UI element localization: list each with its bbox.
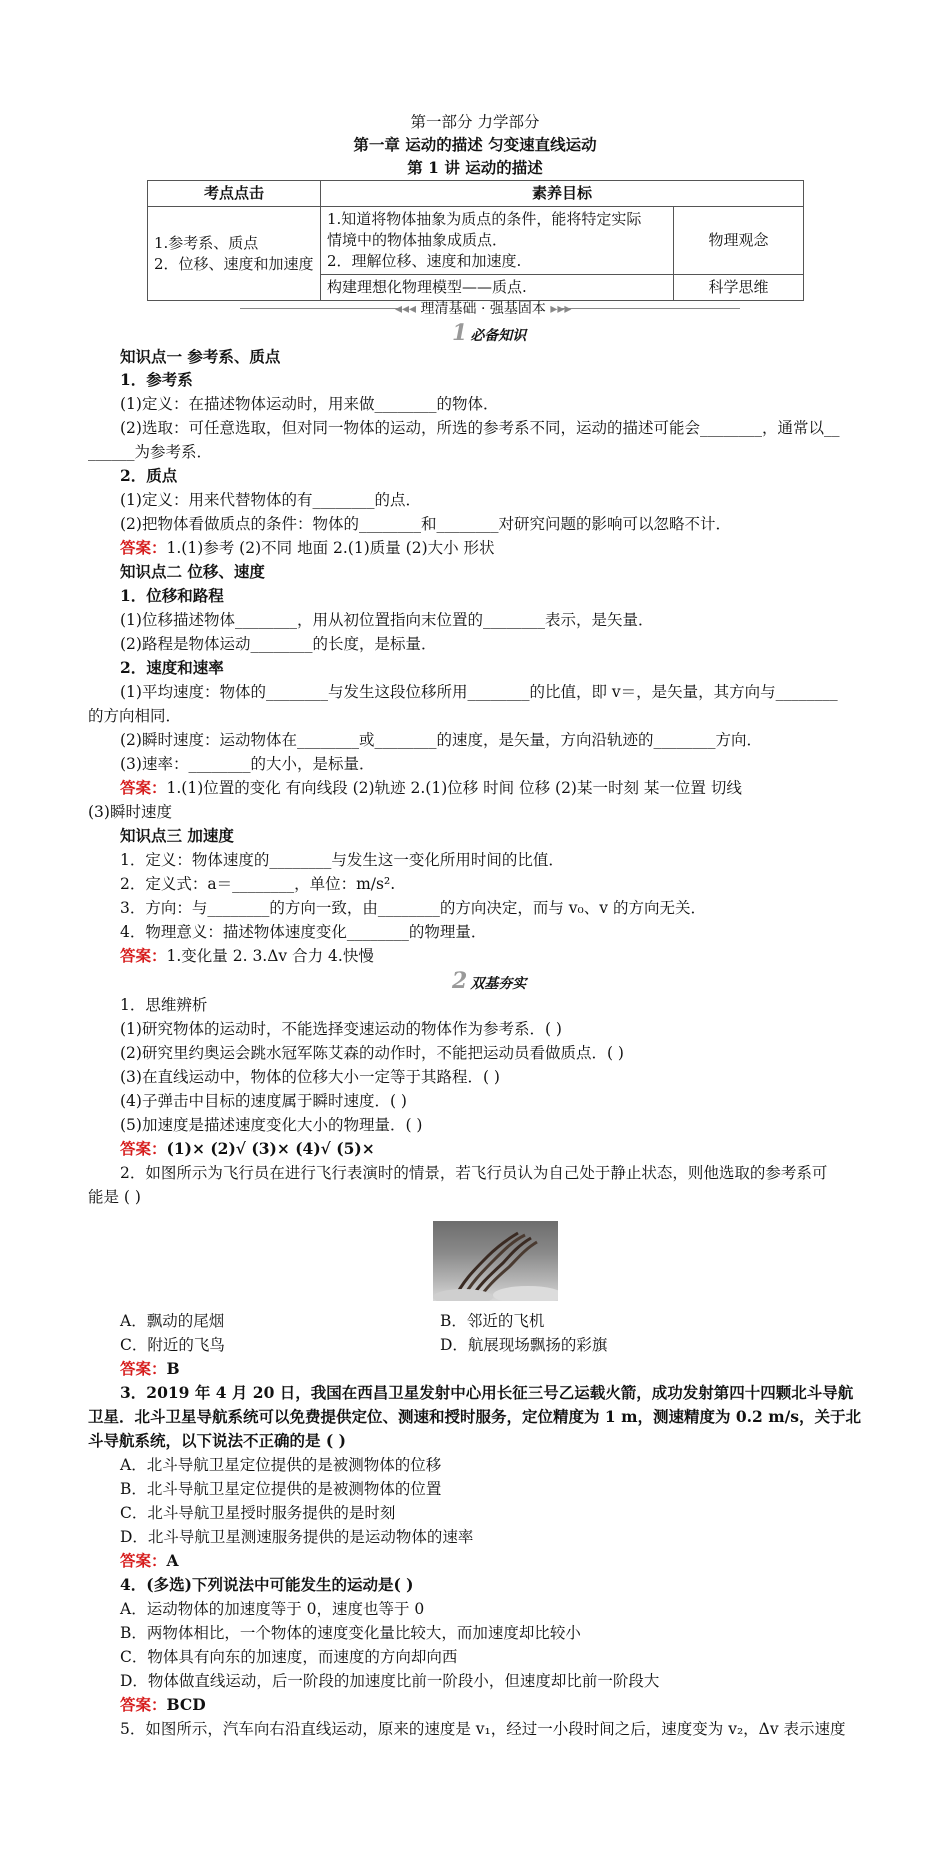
airshow-photo <box>433 1221 558 1301</box>
lecture-title: 第 1 讲 运动的描述 <box>407 158 543 177</box>
q1-title: 1．思维辨析 <box>120 996 208 1014</box>
kp3-title: 知识点三 加速度 <box>120 826 234 845</box>
kp1-answer <box>120 537 868 559</box>
q4-option: A．运动物体的加速度等于 0，速度也等于 0 <box>120 1600 425 1618</box>
divider-line-left <box>240 308 400 309</box>
goals-table <box>147 180 804 301</box>
q4-answer <box>120 1694 868 1716</box>
kp2-line: 的方向相同． <box>88 707 182 725</box>
section-badge-2 <box>452 968 526 994</box>
q5-stem: 5．如图所示，汽车向右沿直线运动，原来的速度是 v₁，经过一小段时间之后，速度变为 v₂，Δv 表示速度 <box>120 1720 846 1738</box>
answer-label: 答案： <box>120 1359 167 1378</box>
q3-option: B．北斗导航卫星定位提供的是被测物体的位置 <box>120 1480 442 1498</box>
airshow-smoke-image <box>433 1221 558 1301</box>
answer-text: (1)× (2)√ (3)× (4)√ (5)× <box>166 1139 375 1158</box>
answer-text: A <box>166 1551 179 1570</box>
section-number: 1 <box>452 320 468 346</box>
goal-row1-text <box>321 207 674 275</box>
kp3-answer <box>120 945 868 967</box>
part-title: 第一部分 力学部分 <box>410 113 540 131</box>
kp2-line: (2)瞬时速度：运动物体在________或________的速度，是矢量，方向沿轨迹的________方向． <box>120 731 762 749</box>
kp2-answer <box>120 777 868 799</box>
col-header-points: 考点点击 <box>148 181 321 207</box>
kp2-line: (1)平均速度：物体的________与发生这段位移所用________的比值，即 v＝，是矢量，其方向与________ <box>120 683 838 701</box>
q1-answer <box>120 1138 868 1160</box>
q4-option: B．两物体相比，一个物体的速度变化量比较大，而加速度却比较小 <box>120 1624 581 1642</box>
q1-item: (5)加速度是描述速度变化大小的物理量．( ) <box>120 1116 423 1134</box>
q1-item: (1)研究物体的运动时，不能选择变速运动的物体作为参考系．( ) <box>120 1020 562 1038</box>
kp1-title: 知识点一 参考系、质点 <box>120 347 281 366</box>
goal-line: 1.知道将物体抽象为质点的条件，能将特定实际 <box>327 210 642 228</box>
divider-line-right <box>560 308 740 309</box>
answer-label: 答案： <box>120 1139 167 1158</box>
answer-text: 1.变化量 2. 3.Δv 合力 4.快慢 <box>166 947 374 965</box>
kp1-line: (2)选取：可任意选取，但对同一物体的运动，所选的参考系不同，运动的描述可能会________，通常以__ <box>120 419 840 437</box>
q2-stem: 能是 ( ) <box>88 1188 141 1206</box>
kp1-line: (1)定义：在描述物体运动时，用来做________的物体． <box>120 395 499 413</box>
chapter-title: 第一章 运动的描述 匀变速直线运动 <box>353 135 597 154</box>
q3-answer <box>120 1550 868 1572</box>
point-item: 1.参考系、质点 <box>154 233 259 252</box>
points-cell <box>148 207 321 301</box>
q3-option: D．北斗导航卫星测速服务提供的是运动物体的速率 <box>120 1528 474 1546</box>
q1-item: (3)在直线运动中，物体的位移大小一定等于其路程．( ) <box>120 1068 500 1086</box>
answer-label: 答案： <box>120 538 167 557</box>
answer-text: B <box>166 1359 180 1378</box>
q2-option: D．航展现场飘扬的彩旗 <box>440 1336 608 1354</box>
q2-answer <box>120 1358 868 1380</box>
kp2-line: (2)路程是物体运动________的长度，是标量． <box>120 635 437 653</box>
q4-stem: 4．(多选)下列说法中可能发生的运动是( ) <box>120 1575 414 1594</box>
q3-stem: 斗导航系统，以下说法不正确的是 ( ) <box>88 1431 346 1450</box>
goal-row1-label: 物理观念 <box>674 207 804 275</box>
kp3-line: 3．方向：与________的方向一致，由________的方向决定，而与 v₀、v 的方向无关． <box>120 899 706 917</box>
kp1-heading-1: 1．参考系 <box>120 370 193 389</box>
answer-text: 1.(1)参考 (2)不同 地面 2.(1)质量 (2)大小 形状 <box>166 539 495 557</box>
q4-option: C．物体具有向东的加速度，而速度的方向却向西 <box>120 1648 458 1666</box>
point-item: 2．位移、速度和加速度 <box>154 254 314 273</box>
answer-label: 答案： <box>120 1551 167 1570</box>
q2-option: A．飘动的尾烟 <box>120 1312 225 1330</box>
answer-label: 答案： <box>120 946 167 965</box>
q4-option: D．物体做直线运动，后一阶段的加速度比前一阶段小，但速度却比前一阶段大 <box>120 1672 660 1690</box>
kp2-heading-2: 2．速度和速率 <box>120 658 224 677</box>
kp2-line: (3)速率：________的大小，是标量． <box>120 755 375 773</box>
section-badge-1 <box>452 320 526 346</box>
divider-text: 理清基础 · 强基固本 <box>420 301 546 317</box>
q1-item: (2)研究里约奥运会跳水冠军陈艾森的动作时，不能把运动员看做质点．( ) <box>120 1044 624 1062</box>
q2-option: B．邻近的飞机 <box>440 1312 545 1330</box>
q2-stem: 2．如图所示为飞行员在进行飞行表演时的情景，若飞行员认为自己处于静止状态，则他选取的参考系可 <box>120 1164 828 1182</box>
answer-text: BCD <box>166 1695 206 1714</box>
goal-row2-label: 科学思维 <box>674 275 804 301</box>
section-number: 2 <box>452 968 468 994</box>
section-title: 必备知识 <box>470 328 527 344</box>
q1-item: (4)子弹击中目标的速度属于瞬时速度．( ) <box>120 1092 407 1110</box>
q3-stem: 卫星．北斗卫星导航系统可以免费提供定位、测速和授时服务，定位精度为 1 m，测速精度为 0.2 m/s，关于北 <box>88 1407 862 1426</box>
kp1-line: ______为参考系． <box>88 443 213 461</box>
answer-label: 答案： <box>120 778 167 797</box>
section-title: 双基夯实 <box>470 976 527 992</box>
answer-text: 1.(1)位置的变化 有向线段 (2)轨迹 2.(1)位移 时间 位移 (2)某一时刻 某一位置 切线 <box>166 779 742 797</box>
kp2-answer-cont: (3)瞬时速度 <box>88 803 172 821</box>
kp1-line: (1)定义：用来代替物体的有________的点． <box>120 491 421 509</box>
answer-label: 答案： <box>120 1695 167 1714</box>
kp1-heading-2: 2．质点 <box>120 466 178 485</box>
kp2-title: 知识点二 位移、速度 <box>120 562 265 581</box>
q3-option: C．北斗导航卫星授时服务提供的是时刻 <box>120 1504 396 1522</box>
goal-line: 2．理解位移、速度和加速度. <box>327 252 522 270</box>
kp3-line: 1．定义：物体速度的________与发生这一变化所用时间的比值． <box>120 851 564 869</box>
q3-stem: 3．2019 年 4 月 20 日，我国在西昌卫星发射中心用长征三号乙运载火箭，成功发射第四十四颗北斗导航 <box>120 1383 854 1402</box>
divider-caption: ◂◂◂ 理清基础 · 强基固本 ▸▸▸ <box>395 301 572 317</box>
goal-line: 情境中的物体抽象成质点． <box>327 231 508 249</box>
col-header-goals: 素养目标 <box>321 181 804 207</box>
q2-option: C．附近的飞鸟 <box>120 1336 225 1354</box>
kp3-line: 2．定义式：a＝________，单位：m/s². <box>120 875 396 893</box>
kp3-line: 4．物理意义：描述物体速度变化________的物理量． <box>120 923 487 941</box>
kp1-line: (2)把物体看做质点的条件：物体的________和________对研究问题的影响可以忽略不计． <box>120 515 731 533</box>
kp2-line: (1)位移描述物体________，用从初位置指向末位置的________表示，是矢量． <box>120 611 654 629</box>
q3-option: A．北斗导航卫星定位提供的是被测物体的位移 <box>120 1456 442 1474</box>
goal-row2-text: 构建理想化物理模型——质点. <box>321 275 674 301</box>
kp2-heading-1: 1．位移和路程 <box>120 586 224 605</box>
